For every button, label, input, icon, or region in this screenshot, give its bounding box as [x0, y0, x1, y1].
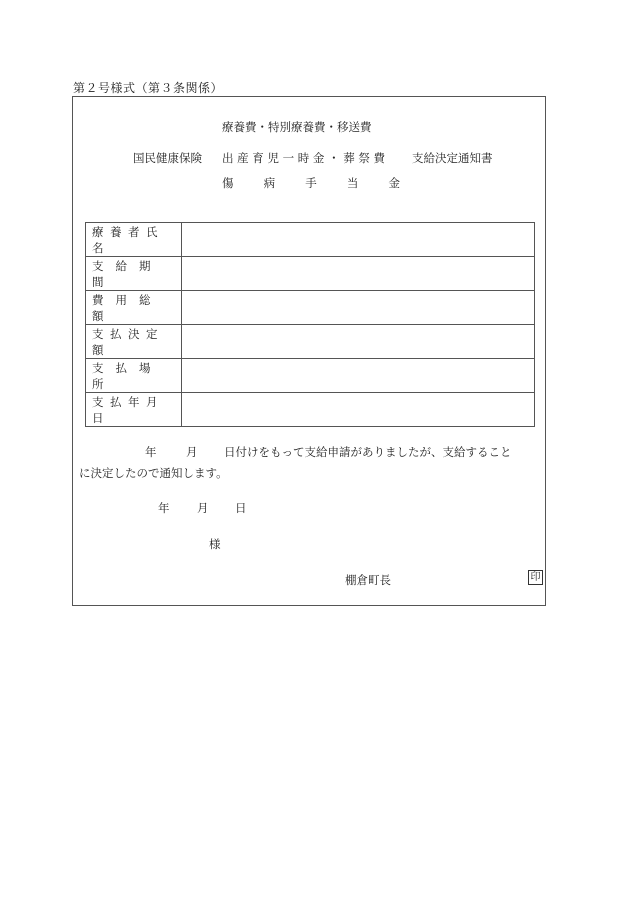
table-row [86, 393, 535, 427]
row-value[interactable] [182, 223, 535, 257]
row-label [86, 393, 182, 427]
table-row [86, 257, 535, 291]
label-text: 支払決定額 [92, 326, 164, 357]
row-label [86, 257, 182, 291]
label-text-recipient-name [92, 224, 175, 256]
notice-form [72, 96, 546, 606]
table-row [86, 359, 535, 393]
date-day: 日 [235, 501, 247, 515]
title-suffix: 支給決定通知書 [412, 151, 493, 165]
row-value[interactable] [182, 291, 535, 325]
row-label [86, 325, 182, 359]
title-line-3-char: 手 [305, 176, 317, 190]
label-text: 支給期間 [92, 258, 163, 289]
title-line-3 [222, 175, 400, 191]
label-text: 療養者氏名 [92, 224, 164, 255]
table-row [86, 291, 535, 325]
title-middle: 出 産 育 児 一 時 金 ・ 葬 祭 費 [222, 151, 386, 165]
notice-text-line-1: 日付けをもって支給申請がありましたが、支給すること [224, 445, 512, 459]
row-label [86, 359, 182, 393]
title-line-3-char: 傷 [222, 176, 234, 190]
table-row [86, 223, 535, 257]
table-row [86, 325, 535, 359]
issuer-name: 棚倉町長 [345, 573, 391, 587]
label-text: 支払場所 [92, 360, 163, 391]
date-year: 年 [158, 501, 170, 515]
row-value[interactable] [182, 359, 535, 393]
title-prefix: 国民健康保険 [133, 151, 202, 165]
row-value[interactable] [182, 393, 535, 427]
date-month: 月 [197, 501, 209, 515]
form-number: 第２号様式（第３条関係） [73, 81, 224, 95]
label-text: 支払年月日 [92, 394, 164, 425]
title-line-3-char: 当 [346, 176, 359, 190]
row-label [86, 291, 182, 325]
title-line-1: 療養費・特別療養費・移送費 [222, 120, 372, 134]
notice-month: 月 [186, 445, 198, 459]
label-text: 費用総額 [92, 292, 163, 323]
row-value[interactable] [182, 257, 535, 291]
addressee-suffix: 様 [209, 537, 221, 551]
info-table [85, 222, 535, 427]
notice-year: 年 [145, 445, 157, 459]
notice-text-line-2: に決定したので通知します。 [79, 466, 228, 480]
row-label [86, 223, 182, 257]
title-line-3-char: 病 [263, 176, 276, 190]
title-line-3-char: 金 [388, 176, 400, 190]
row-value[interactable] [182, 325, 535, 359]
seal-mark: 印 [528, 570, 543, 585]
